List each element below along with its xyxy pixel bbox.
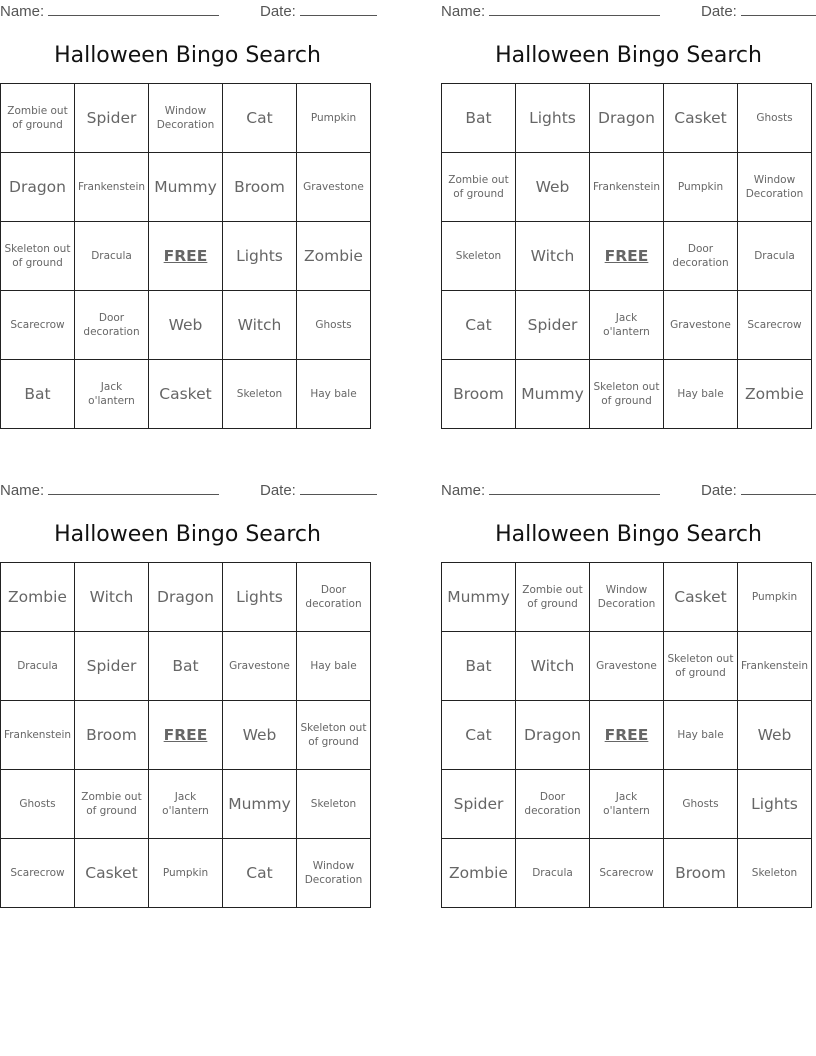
bingo-cell: Window Decoration (297, 839, 371, 908)
bingo-cell: Zombie (442, 839, 516, 908)
bingo-cell: Pumpkin (738, 563, 812, 632)
bingo-cell: Broom (223, 153, 297, 222)
bingo-cell: Door decoration (297, 563, 371, 632)
name-line (48, 481, 219, 495)
bingo-row (442, 222, 812, 291)
bingo-cell: Dragon (516, 701, 590, 770)
bingo-row (442, 563, 812, 632)
bingo-cell: Hay bale (664, 701, 738, 770)
bingo-cell: Lights (516, 84, 590, 153)
bingo-cell: Zombie out of ground (442, 153, 516, 222)
card-title: Halloween Bingo Search (54, 522, 321, 547)
bingo-row (442, 360, 812, 429)
bingo-row (1, 153, 371, 222)
bingo-row (1, 222, 371, 291)
bingo-cell: Frankenstein (1, 701, 75, 770)
bingo-cell: Jack o'lantern (75, 360, 149, 429)
bingo-row (1, 563, 371, 632)
bingo-cell: Cat (223, 839, 297, 908)
name-label: Name: (0, 3, 45, 20)
bingo-row (1, 291, 371, 360)
bingo-cell: Door decoration (664, 222, 738, 291)
bingo-cell: Zombie out of ground (516, 563, 590, 632)
date-field (701, 481, 816, 499)
bingo-cell: Casket (75, 839, 149, 908)
bingo-cell: Pumpkin (664, 153, 738, 222)
date-field (260, 481, 377, 499)
free-cell: FREE (590, 222, 664, 291)
bingo-cell: Skeleton out of ground (590, 360, 664, 429)
bingo-card (0, 0, 375, 407)
bingo-card (0, 479, 375, 886)
name-field (0, 2, 219, 20)
free-cell: FREE (149, 701, 223, 770)
bingo-cell: Jack o'lantern (590, 770, 664, 839)
bingo-cell: Casket (149, 360, 223, 429)
bingo-row (1, 770, 371, 839)
name-line (489, 481, 660, 495)
bingo-row (442, 291, 812, 360)
bingo-cell: Witch (223, 291, 297, 360)
bingo-grid (441, 83, 812, 429)
bingo-cell: Mummy (516, 360, 590, 429)
bingo-cell: Skeleton (442, 222, 516, 291)
date-label: Date: (701, 3, 737, 20)
bingo-cell: Skeleton (738, 839, 812, 908)
bingo-cell: Witch (75, 563, 149, 632)
bingo-cell: Scarecrow (738, 291, 812, 360)
bingo-cell: Web (738, 701, 812, 770)
bingo-row (442, 701, 812, 770)
bingo-cell: Web (516, 153, 590, 222)
bingo-row (442, 632, 812, 701)
name-label: Name: (441, 3, 486, 20)
bingo-card (441, 0, 816, 407)
card-title: Halloween Bingo Search (54, 43, 321, 68)
free-cell: FREE (149, 222, 223, 291)
date-field (260, 2, 377, 20)
bingo-cell: Dracula (1, 632, 75, 701)
bingo-cell: Pumpkin (149, 839, 223, 908)
bingo-cell: Dragon (590, 84, 664, 153)
name-label: Name: (0, 482, 45, 499)
bingo-cell: Window Decoration (149, 84, 223, 153)
bingo-row (1, 360, 371, 429)
bingo-cell: Casket (664, 563, 738, 632)
bingo-cell: Gravestone (664, 291, 738, 360)
bingo-cell: Broom (442, 360, 516, 429)
bingo-cell: Frankenstein (590, 153, 664, 222)
bingo-cell: Broom (664, 839, 738, 908)
bingo-cell: Ghosts (1, 770, 75, 839)
bingo-cell: Door decoration (75, 291, 149, 360)
bingo-cell: Hay bale (664, 360, 738, 429)
bingo-cell: Frankenstein (738, 632, 812, 701)
bingo-row (1, 839, 371, 908)
bingo-cell: Cat (223, 84, 297, 153)
bingo-cell: Web (223, 701, 297, 770)
name-line (48, 2, 219, 16)
bingo-cell: Gravestone (590, 632, 664, 701)
name-date-bar (441, 0, 816, 22)
free-cell: FREE (590, 701, 664, 770)
bingo-cell: Jack o'lantern (149, 770, 223, 839)
bingo-cell: Jack o'lantern (590, 291, 664, 360)
bingo-cell: Zombie out of ground (75, 770, 149, 839)
bingo-cell: Dracula (516, 839, 590, 908)
bingo-grid (0, 83, 371, 429)
bingo-cell: Zombie out of ground (1, 84, 75, 153)
bingo-cell: Zombie (1, 563, 75, 632)
bingo-cell: Dragon (1, 153, 75, 222)
bingo-row (1, 84, 371, 153)
bingo-row (442, 770, 812, 839)
name-date-bar (0, 479, 375, 501)
bingo-cell: Broom (75, 701, 149, 770)
bingo-cell: Skeleton out of ground (297, 701, 371, 770)
bingo-cell: Gravestone (297, 153, 371, 222)
bingo-cell: Lights (738, 770, 812, 839)
bingo-cell: Zombie (297, 222, 371, 291)
bingo-cell: Scarecrow (1, 839, 75, 908)
bingo-cell: Bat (1, 360, 75, 429)
bingo-cell: Lights (223, 222, 297, 291)
date-line (741, 2, 816, 16)
date-field (701, 2, 816, 20)
bingo-cell: Window Decoration (738, 153, 812, 222)
bingo-cell: Zombie (738, 360, 812, 429)
bingo-cell: Spider (516, 291, 590, 360)
name-field (0, 481, 219, 499)
bingo-cell: Skeleton out of ground (664, 632, 738, 701)
bingo-cell: Cat (442, 291, 516, 360)
bingo-cell: Skeleton (297, 770, 371, 839)
name-date-bar (0, 0, 375, 22)
bingo-cell: Ghosts (297, 291, 371, 360)
name-date-bar (441, 479, 816, 501)
bingo-cell: Casket (664, 84, 738, 153)
bingo-cell: Spider (75, 84, 149, 153)
bingo-card (441, 479, 816, 882)
date-label: Date: (260, 482, 296, 499)
bingo-cell: Ghosts (738, 84, 812, 153)
bingo-cell: Mummy (223, 770, 297, 839)
bingo-cell: Dracula (75, 222, 149, 291)
bingo-cell: Pumpkin (297, 84, 371, 153)
bingo-cell: Skeleton (223, 360, 297, 429)
name-line (489, 2, 660, 16)
bingo-row (442, 84, 812, 153)
bingo-cell: Witch (516, 632, 590, 701)
card-title: Halloween Bingo Search (495, 43, 762, 68)
bingo-cell: Skeleton out of ground (1, 222, 75, 291)
bingo-cell: Ghosts (664, 770, 738, 839)
bingo-cell: Bat (149, 632, 223, 701)
bingo-cell: Bat (442, 632, 516, 701)
bingo-cell: Mummy (442, 563, 516, 632)
bingo-grid (0, 562, 371, 908)
bingo-cell: Scarecrow (590, 839, 664, 908)
date-label: Date: (701, 482, 737, 499)
bingo-cell: Door decoration (516, 770, 590, 839)
bingo-cell: Witch (516, 222, 590, 291)
bingo-row (442, 839, 812, 908)
name-field (441, 481, 660, 499)
card-title: Halloween Bingo Search (495, 522, 762, 547)
bingo-cell: Scarecrow (1, 291, 75, 360)
bingo-cell: Hay bale (297, 632, 371, 701)
date-line (300, 2, 377, 16)
name-label: Name: (441, 482, 486, 499)
bingo-cell: Spider (75, 632, 149, 701)
bingo-cell: Frankenstein (75, 153, 149, 222)
bingo-cell: Cat (442, 701, 516, 770)
bingo-grid (441, 562, 812, 908)
bingo-cell: Bat (442, 84, 516, 153)
bingo-cell: Window Decoration (590, 563, 664, 632)
name-field (441, 2, 660, 20)
bingo-cell: Lights (223, 563, 297, 632)
bingo-row (1, 632, 371, 701)
bingo-cell: Web (149, 291, 223, 360)
date-label: Date: (260, 3, 296, 20)
date-line (300, 481, 377, 495)
bingo-cell: Mummy (149, 153, 223, 222)
bingo-cell: Dragon (149, 563, 223, 632)
date-line (741, 481, 816, 495)
bingo-cell: Dracula (738, 222, 812, 291)
bingo-row (1, 701, 371, 770)
bingo-cell: Gravestone (223, 632, 297, 701)
bingo-row (442, 153, 812, 222)
bingo-cell: Spider (442, 770, 516, 839)
bingo-cell: Hay bale (297, 360, 371, 429)
